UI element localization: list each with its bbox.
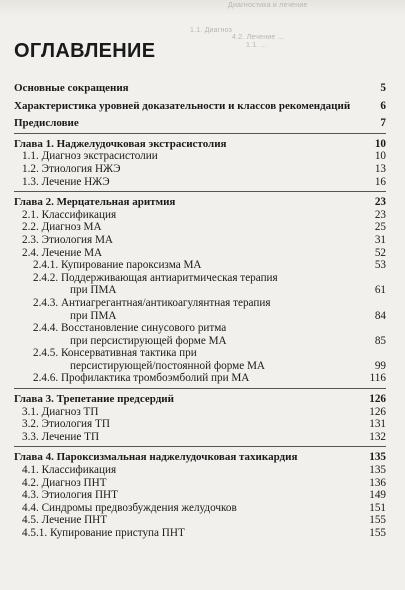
toc-entry-label: 2.4.1. Купирование пароксизма МА — [33, 259, 202, 272]
toc-entry — [14, 297, 386, 310]
toc-entry — [14, 272, 386, 285]
toc-page-number: 149 — [369, 489, 386, 502]
toc-page-number: 7 — [380, 117, 386, 130]
toc-page-number: 132 — [369, 430, 386, 443]
toc-entry — [14, 100, 386, 113]
toc-entry-label: 2.1. Классификация — [22, 208, 117, 221]
toc-entry-label: 3.2. Этиология ТП — [22, 418, 110, 431]
toc-entry — [14, 477, 386, 490]
table-of-contents — [14, 82, 386, 540]
toc-page-number: 53 — [374, 259, 386, 272]
toc-entry-continuation — [14, 310, 386, 323]
toc-page-number: 5 — [380, 82, 386, 94]
toc-entry-label: 2.3. Этиология МА — [22, 233, 114, 246]
toc-entry — [14, 221, 386, 234]
toc-entry-label: Характеристика уровней доказательности и классов рекомендаций — [14, 99, 351, 112]
toc-entry — [14, 259, 386, 272]
toc-page-number: 10 — [374, 150, 386, 163]
toc-entry — [14, 209, 386, 222]
toc-entry — [14, 489, 386, 502]
toc-entry-label: Глава 2. Мерцательная аритмия — [14, 196, 176, 209]
bleed-text: 1.1. Диагноз — [190, 27, 233, 34]
toc-entry — [14, 150, 386, 163]
divider — [14, 446, 386, 447]
toc-entry-label: 4.5.1. Купирование приступа ПНТ — [22, 527, 185, 539]
toc-entry — [14, 176, 386, 189]
toc-page-number: 155 — [369, 527, 386, 539]
toc-page-number: 135 — [369, 451, 386, 464]
toc-page-number: 155 — [369, 514, 386, 527]
toc-entry-label: 2.4.5. Консервативная тактика при — [33, 347, 197, 360]
bleed-text: Диагностика и лечение — [228, 2, 308, 9]
toc-page-number: 136 — [369, 476, 386, 489]
toc-page-number: 135 — [369, 464, 386, 477]
bleed-text: 4.2. Лечение ... — [232, 34, 285, 41]
toc-entry-label: 4.4. Синдромы предвозбуждения желудочков — [22, 501, 237, 514]
toc-page-number: 99 — [374, 359, 386, 372]
toc-entry-label: Предисловие — [14, 117, 79, 130]
toc-entry-continuation — [14, 284, 386, 297]
toc-page-number: 84 — [374, 309, 386, 322]
toc-entry — [14, 117, 386, 130]
toc-entry-label: 4.1. Классификация — [22, 464, 117, 477]
toc-entry — [14, 322, 386, 335]
toc-entry-label: 3.3. Лечение ТП — [22, 430, 100, 443]
toc-page-number: 25 — [374, 221, 386, 234]
toc-entry-label: при персистирующей форме МА — [70, 334, 227, 347]
previous-page-bleed — [0, 0, 405, 16]
toc-entry — [14, 82, 386, 95]
toc-chapter — [14, 451, 386, 464]
toc-page-number: 151 — [369, 501, 386, 514]
toc-entry-label: при ПМА — [70, 284, 117, 297]
toc-page-number: 13 — [374, 162, 386, 175]
toc-entry-label: 1.1. Диагноз экстрасистолии — [22, 150, 158, 163]
toc-entry — [14, 234, 386, 247]
page-title: ОГЛАВЛЕНИЕ — [14, 40, 156, 62]
toc-chapter — [14, 138, 386, 151]
toc-entry-label: Глава 1. Наджелудочковая экстрасистолия — [14, 137, 227, 150]
toc-entry-label: 4.5. Лечение ПНТ — [22, 514, 108, 527]
toc-entry — [14, 514, 386, 527]
toc-entry-label: Глава 4. Пароксизмальная наджелудочковая тахикардия — [14, 451, 298, 464]
toc-entry-label: 2.4.3. Антиагрегантная/антикоагулянтная терапия — [33, 296, 271, 309]
toc-page-number: 16 — [374, 175, 386, 188]
toc-entry-label: 2.4.4. Восстановление синусового ритма — [33, 322, 227, 335]
toc-page-number: 116 — [369, 372, 386, 385]
toc-page-number: 85 — [374, 334, 386, 347]
toc-entry — [14, 418, 386, 431]
toc-entry-continuation — [14, 360, 386, 373]
toc-entry-label: Глава 3. Трепетание предсердий — [14, 393, 174, 406]
toc-entry — [14, 406, 386, 419]
toc-entry — [14, 527, 386, 540]
toc-entry — [14, 163, 386, 176]
divider — [14, 133, 386, 134]
toc-entry-label: 3.1. Диагноз ТП — [22, 405, 99, 418]
toc-entry-continuation — [14, 335, 386, 348]
toc-page-number: 23 — [374, 208, 386, 221]
toc-chapter — [14, 393, 386, 406]
toc-entry-label: 1.2. Этиология НЖЭ — [22, 162, 121, 175]
toc-entry — [14, 347, 386, 360]
divider — [14, 191, 386, 192]
toc-page-number: 31 — [374, 233, 386, 246]
toc-entry-label: 4.3. Этиология ПНТ — [22, 489, 118, 502]
bleed-text: 1.1. ... — [246, 42, 268, 49]
toc-page-number: 6 — [380, 99, 386, 112]
toc-page-number: 10 — [374, 137, 386, 150]
toc-entry — [14, 502, 386, 515]
toc-entry — [14, 247, 386, 260]
toc-entry-label: персистирующей/постоянной форме МА — [70, 359, 265, 372]
toc-page-number: 131 — [369, 418, 386, 431]
toc-entry — [14, 372, 386, 385]
toc-entry-label: 2.4. Лечение МА — [22, 246, 103, 259]
toc-entry-label: 2.4.6. Профилактика тромбоэмболий при МА — [33, 372, 250, 385]
toc-entry — [14, 464, 386, 477]
toc-entry-label: 2.2. Диагноз МА — [22, 221, 102, 234]
toc-entry-label: при ПМА — [70, 309, 117, 322]
toc-page-number: 23 — [374, 196, 386, 209]
toc-page-number: 52 — [374, 246, 386, 259]
toc-page-number: 61 — [374, 284, 386, 297]
toc-chapter — [14, 196, 386, 209]
toc-page-number: 126 — [369, 405, 386, 418]
toc-entry-label: 2.4.2. Поддерживающая антиаритмическая терапия — [33, 271, 278, 284]
toc-page-number: 126 — [369, 393, 386, 406]
toc-entry-label: Основные сокращения — [14, 82, 129, 94]
toc-entry-label: 4.2. Диагноз ПНТ — [22, 476, 107, 489]
toc-entry-label: 1.3. Лечение НЖЭ — [22, 175, 110, 188]
divider — [14, 388, 386, 389]
toc-entry — [14, 431, 386, 444]
